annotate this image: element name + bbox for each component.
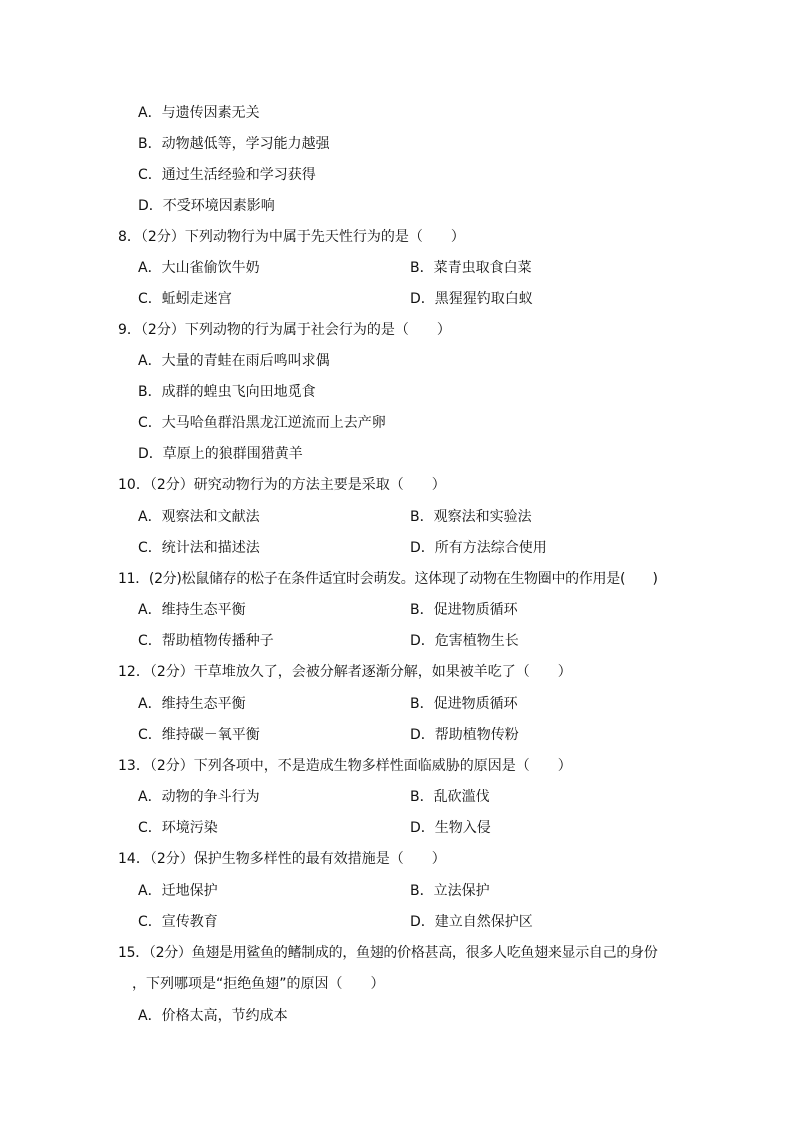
q7-option-c: C．通过生活经验和学习获得 bbox=[138, 167, 316, 183]
q14-option-a: A．迁地保护 bbox=[138, 883, 218, 899]
q12-option-b: B．促进物质循环 bbox=[410, 696, 518, 712]
question-8-stem: 8．（2分）下列动物行为中属于先天性行为的是（ ） bbox=[118, 229, 465, 245]
q7-option-b: B．动物越低等，学习能力越强 bbox=[138, 136, 330, 152]
q13-option-a: A．动物的争斗行为 bbox=[138, 789, 260, 805]
q14-option-b: B．立法保护 bbox=[410, 883, 490, 899]
q9-option-a: A．大量的青蛙在雨后鸣叫求偶 bbox=[138, 353, 330, 369]
question-14-stem: 14．（2分）保护生物多样性的最有效措施是（ ） bbox=[118, 851, 446, 867]
question-10-stem: 10．（2分）研究动物行为的方法主要是采取（ ） bbox=[118, 477, 446, 493]
q10-option-c: C．统计法和描述法 bbox=[138, 540, 260, 556]
q9-option-b: B．成群的蝗虫飞向田地觅食 bbox=[138, 384, 316, 400]
q10-option-a: A．观察法和文献法 bbox=[138, 509, 260, 525]
question-9-stem: 9．（2分）下列动物的行为属于社会行为的是（ ） bbox=[118, 322, 451, 338]
q11-option-a: A．维持生态平衡 bbox=[138, 602, 246, 618]
q9-option-d: D．草原上的狼群围猎黄羊 bbox=[138, 446, 303, 462]
q11-option-d: D．危害植物生长 bbox=[410, 633, 519, 649]
q10-option-d: D．所有方法综合使用 bbox=[410, 540, 547, 556]
q13-option-b: B．乱砍滥伐 bbox=[410, 789, 490, 805]
q13-option-c: C．环境污染 bbox=[138, 820, 218, 836]
q7-option-d: D．不受环境因素影响 bbox=[138, 198, 275, 214]
q9-option-c: C．大马哈鱼群沿黑龙江逆流而上去产卵 bbox=[138, 415, 386, 431]
q12-option-d: D．帮助植物传粉 bbox=[410, 727, 519, 743]
question-13-stem: 13．（2分）下列各项中，不是造成生物多样性面临威胁的原因是（ ） bbox=[118, 758, 572, 774]
q8-option-a: A．大山雀偷饮牛奶 bbox=[138, 260, 260, 276]
q8-option-b: B．菜青虫取食白菜 bbox=[410, 260, 532, 276]
q12-option-c: C．维持碳－氧平衡 bbox=[138, 727, 260, 743]
q12-option-a: A．维持生态平衡 bbox=[138, 696, 246, 712]
q14-option-c: C．宣传教育 bbox=[138, 914, 218, 930]
question-12-stem: 12．（2分）干草堆放久了，会被分解者逐渐分解，如果被羊吃了（ ） bbox=[118, 664, 572, 680]
q11-option-c: C．帮助植物传播种子 bbox=[138, 633, 274, 649]
q8-option-d: D．黑猩猩钓取白蚁 bbox=[410, 291, 533, 307]
question-15-stem-continuation: ，下列哪项是“拒绝鱼翅”的原因（ ） bbox=[132, 976, 385, 992]
q7-option-a: A．与遗传因素无关 bbox=[138, 105, 260, 121]
q13-option-d: D．生物入侵 bbox=[410, 820, 491, 836]
q14-option-d: D．建立自然保护区 bbox=[410, 914, 533, 930]
q15-option-a: A．价格太高，节约成本 bbox=[138, 1008, 288, 1024]
q10-option-b: B．观察法和实验法 bbox=[410, 509, 532, 525]
question-15-stem: 15．（2分）鱼翅是用鲨鱼的鳍制成的，鱼翅的价格甚高，很多人吃鱼翅来显示自己的身份 bbox=[118, 945, 658, 961]
question-11-stem: 11．(2分)松鼠储存的松子在条件适宜时会萌发。这体现了动物在生物圈中的作用是( ) bbox=[118, 571, 658, 587]
q11-option-b: B．促进物质循环 bbox=[410, 602, 518, 618]
q8-option-c: C．蚯蚓走迷宫 bbox=[138, 291, 232, 307]
